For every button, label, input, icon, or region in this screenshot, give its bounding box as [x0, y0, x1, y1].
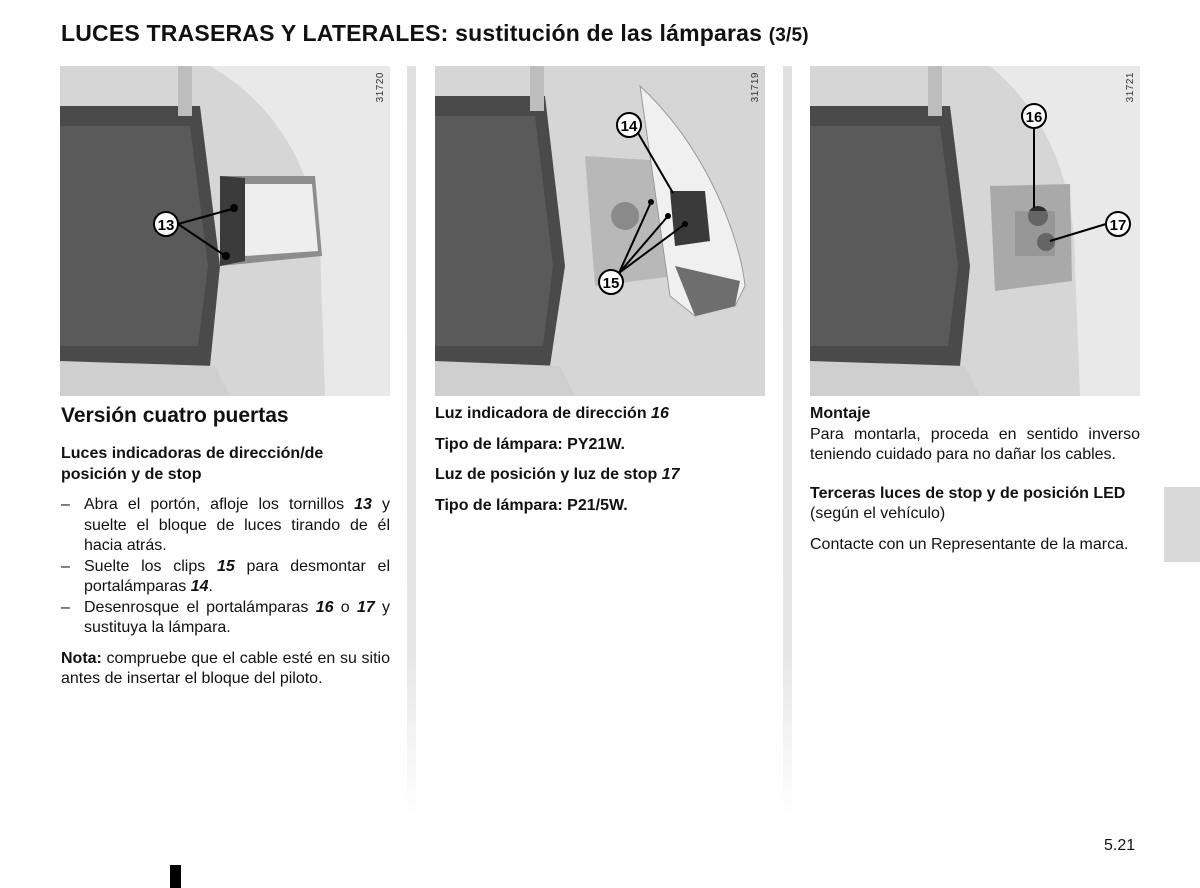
callout-leader [1050, 224, 1106, 241]
note-label: Nota: [61, 649, 102, 667]
callout-17: 17 [1109, 217, 1127, 234]
step-ref: 17 [356, 598, 375, 616]
steps-list [61, 495, 390, 639]
list-item [61, 495, 390, 557]
callout-leader [178, 224, 224, 255]
callout-leader [619, 224, 685, 273]
column-separator [783, 66, 792, 816]
callout-leader [619, 216, 668, 273]
figure-light-holder-clips [435, 66, 765, 396]
column-bulb-types [435, 404, 765, 526]
stop-light-line [435, 465, 765, 486]
callout-13: 13 [157, 217, 175, 234]
page-title-part: (3/5) [768, 25, 809, 46]
line-label: Luz indicadora de dirección [435, 405, 652, 422]
column-separator [407, 66, 416, 816]
note-text: compruebe que el cable esté en su sitio antes de insertar el bloque del piloto. [61, 649, 390, 687]
page-title-main: LUCES TRASERAS Y LATERALES: sustitución de las lámparas [61, 20, 763, 46]
figure-bulb-holders [810, 66, 1140, 396]
line-label: Luz de posición y luz de stop [435, 466, 662, 483]
list-dash: – [61, 598, 70, 616]
list-item [61, 557, 390, 598]
callout-layer [810, 66, 1140, 396]
step-text: Abra el portón, afloje los tornillos [84, 496, 355, 513]
list-dash: – [61, 557, 70, 575]
figure-number: 31719 [750, 72, 761, 103]
callout-layer [60, 66, 390, 396]
page-title [61, 20, 809, 47]
callout-16: 16 [1025, 109, 1043, 126]
assembly-text: Para montarla, proceda en sentido inverso teniendo cuidado para no dañar los cables. [810, 425, 1140, 463]
assembly-title: Montaje [810, 405, 871, 422]
figure-number: 31720 [375, 72, 386, 103]
figure-rear-light-screws [60, 66, 390, 396]
indicator-light-line [435, 404, 765, 425]
contact-text: Contacte con un Representante de la marca. [810, 535, 1129, 553]
page-number: 5.21 [1104, 837, 1136, 854]
callout-layer [435, 66, 765, 396]
line-ref: 17 [661, 466, 680, 483]
step-text: y sustituya la lámpara. [84, 598, 390, 636]
step-text: Desenrosque el portalámparas [84, 598, 316, 616]
step-ref: 13 [354, 496, 372, 513]
list-item [61, 598, 390, 639]
subsection-heading: Luces indicadoras de dirección/de posición y de stop [61, 445, 324, 483]
page-marker [170, 865, 181, 888]
step-text: o [333, 598, 357, 616]
note-paragraph [61, 649, 390, 690]
bulb-type-line: Tipo de lámpara: P21/5W. [435, 496, 628, 514]
line-ref: 16 [651, 405, 669, 422]
step-text: y suelte el bloque de luces tirando de él hacia atrás. [84, 496, 390, 554]
step-ref: 16 [315, 598, 334, 616]
callout-14: 14 [620, 118, 638, 135]
step-ref: 15 [216, 557, 235, 575]
step-text: Suelte los clips [84, 557, 217, 575]
column-assembly [810, 404, 1140, 565]
callout-15: 15 [602, 275, 620, 292]
third-light-title: Terceras luces de stop y de posición LED [810, 484, 1126, 502]
bulb-type-line: Tipo de lámpara: PY21W. [435, 435, 625, 453]
step-ref: 14 [190, 578, 209, 595]
section-tab [1164, 487, 1200, 562]
vehicle-note: (según el vehículo) [810, 505, 946, 522]
section-heading: Versión cuatro puertas [61, 404, 289, 427]
figure-number: 31721 [1125, 72, 1136, 103]
callout-leader [178, 209, 232, 224]
step-text: . [208, 578, 213, 595]
callout-leader [638, 133, 673, 193]
column-four-door [61, 404, 390, 700]
list-dash: – [61, 496, 70, 513]
step-text: para desmontar el portalámparas [84, 557, 391, 595]
